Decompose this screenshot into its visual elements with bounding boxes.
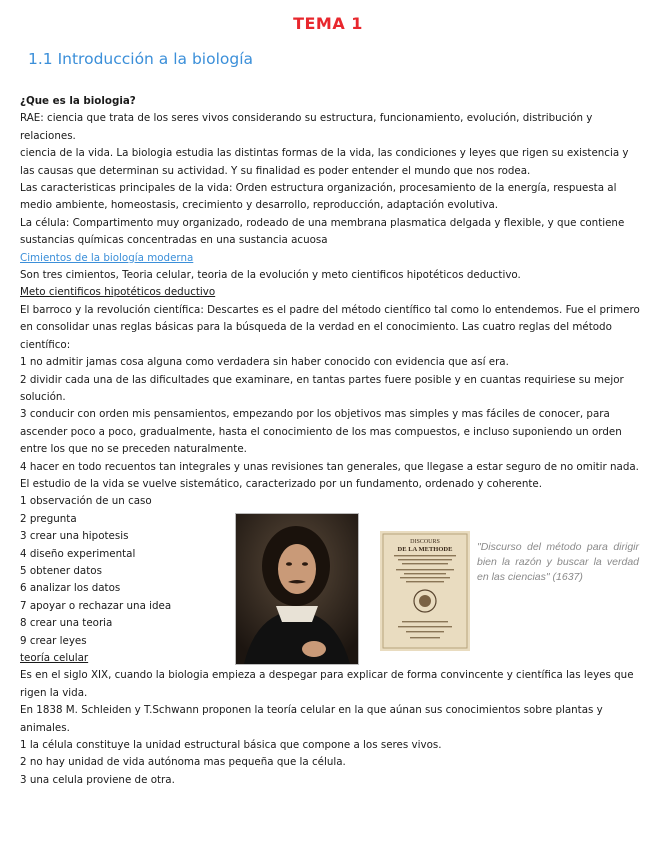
rule-item: 1 no admitir jamas cosa alguna como verdadera sin haber conocido con evidencia que así era.: [20, 356, 509, 369]
step-item: 4 diseño experimental: [20, 547, 136, 560]
page-title: TEMA 1: [293, 14, 363, 33]
rule-item: 4 hacer en todo recuentos tan integrales y unas revisiones tan generales, que llegase a estar seguro de no omitir nada.: [20, 460, 639, 473]
step-item: 5 obtener datos: [20, 564, 102, 577]
step-item: 6 analizar los datos: [20, 582, 121, 595]
cell-paragraph: La célula: Compartimento muy organizado, rodeado de una membrana plasmatica delgada y flexible, y que contiene sustancias químicas concentradas en una sustancia acuosa: [20, 216, 625, 247]
question-heading: ¿Que es la biologia?: [20, 95, 136, 107]
cell-rule-item: 1 la célula constituye la unidad estructural básica que compone a los seres vivos.: [20, 739, 442, 752]
book-title-line: DISCOURS: [410, 539, 440, 545]
foundations-paragraph: Son tres cimientos, Teoria celular, teoria de la evolución y meto cientificos hipotéticos deductivo.: [20, 269, 521, 282]
characteristics-paragraph: Las caracteristicas principales de la vida: Orden estructura organización, procesamiento de la energía, respuesta al medio ambiente, homeostasis, crecimiento y desarrollo, reproducción, adaptación evolutiva.: [20, 182, 617, 212]
rule-item: 3 conducir con orden mis pensamientos, empezando por los objetivos mas simples y mas fáciles de conocer, para ascender poco a poco, gradualmente, hasta el conocimiento de los mas compuestos, e incluso suponiendo un orden entre los que no se preceden naturalmente.: [20, 408, 622, 456]
method-heading: Meto cientificos hipotéticos deductivo: [20, 286, 216, 299]
step-item: 3 crear una hipotesis: [20, 530, 129, 543]
cell-rule-item: 2 no hay unidad de vida autónoma mas pequeña que la célula.: [20, 756, 346, 769]
section-title: 1.1 Introducción a la biología: [28, 50, 254, 68]
step-item: 7 apoyar o rechazar una idea: [20, 599, 172, 612]
discourse-book-image: [380, 531, 470, 651]
rule-item: 2 dividir cada una de las dificultades que examinare, en tantas partes fuere posible y en cuantas requiriese su mejor solución.: [20, 373, 624, 403]
cell-theory-intro: Es en el siglo XIX, cuando la biologia empieza a despegar para explicar de forma convincente y científica las leyes que rigen la vida.: [20, 669, 634, 699]
document-body: [20, 93, 642, 789]
step-item: 8 crear una teoria: [20, 617, 113, 630]
rae-paragraph: RAE: ciencia que trata de los seres vivos considerando su estructura, funcionamiento, evolución, distribución y relaciones.: [20, 112, 593, 142]
study-paragraph: El estudio de la vida se vuelve sistemático, caracterizado por un fundamento, ordenado y coherente.: [20, 477, 543, 490]
step-item: 1 observación de un caso: [20, 495, 152, 508]
cell-rule-item: 3 una celula proviene de otra.: [20, 773, 175, 786]
book-caption: "Discurso del método para dirigir bien la razón y buscar la verdad en las ciencias" (1637): [477, 541, 639, 583]
foundations-link[interactable]: Cimientos de la biología moderna: [20, 251, 194, 264]
baroque-paragraph: El barroco y la revolución científica: Descartes es el padre del método científico tal como lo entendemos. Fue el primero en consolidar unas reglas básicas para la búsqueda de la verdad en el conocimiento. Las cuatro reglas del método científico:: [20, 303, 640, 351]
descartes-portrait-image: [235, 513, 359, 665]
definition-paragraph: ciencia de la vida. La biologia estudia las distintas formas de la vida, las condiciones y leyes que rigen su existencia y las causas que determinan su actividad. Y su finalidad es poder entender el mundo que nos rodea.: [20, 147, 629, 177]
step-item: 2 pregunta: [20, 512, 77, 525]
book-title-line: DE LA METHODE: [397, 546, 453, 553]
step-item: 9 crear leyes: [20, 634, 87, 647]
schleiden-paragraph: En 1838 M. Schleiden y T.Schwann proponen la teoría celular en la que aúnan sus conocimientos sobre plantas y animales.: [20, 704, 603, 734]
cell-theory-heading: teoría celular: [20, 652, 89, 664]
